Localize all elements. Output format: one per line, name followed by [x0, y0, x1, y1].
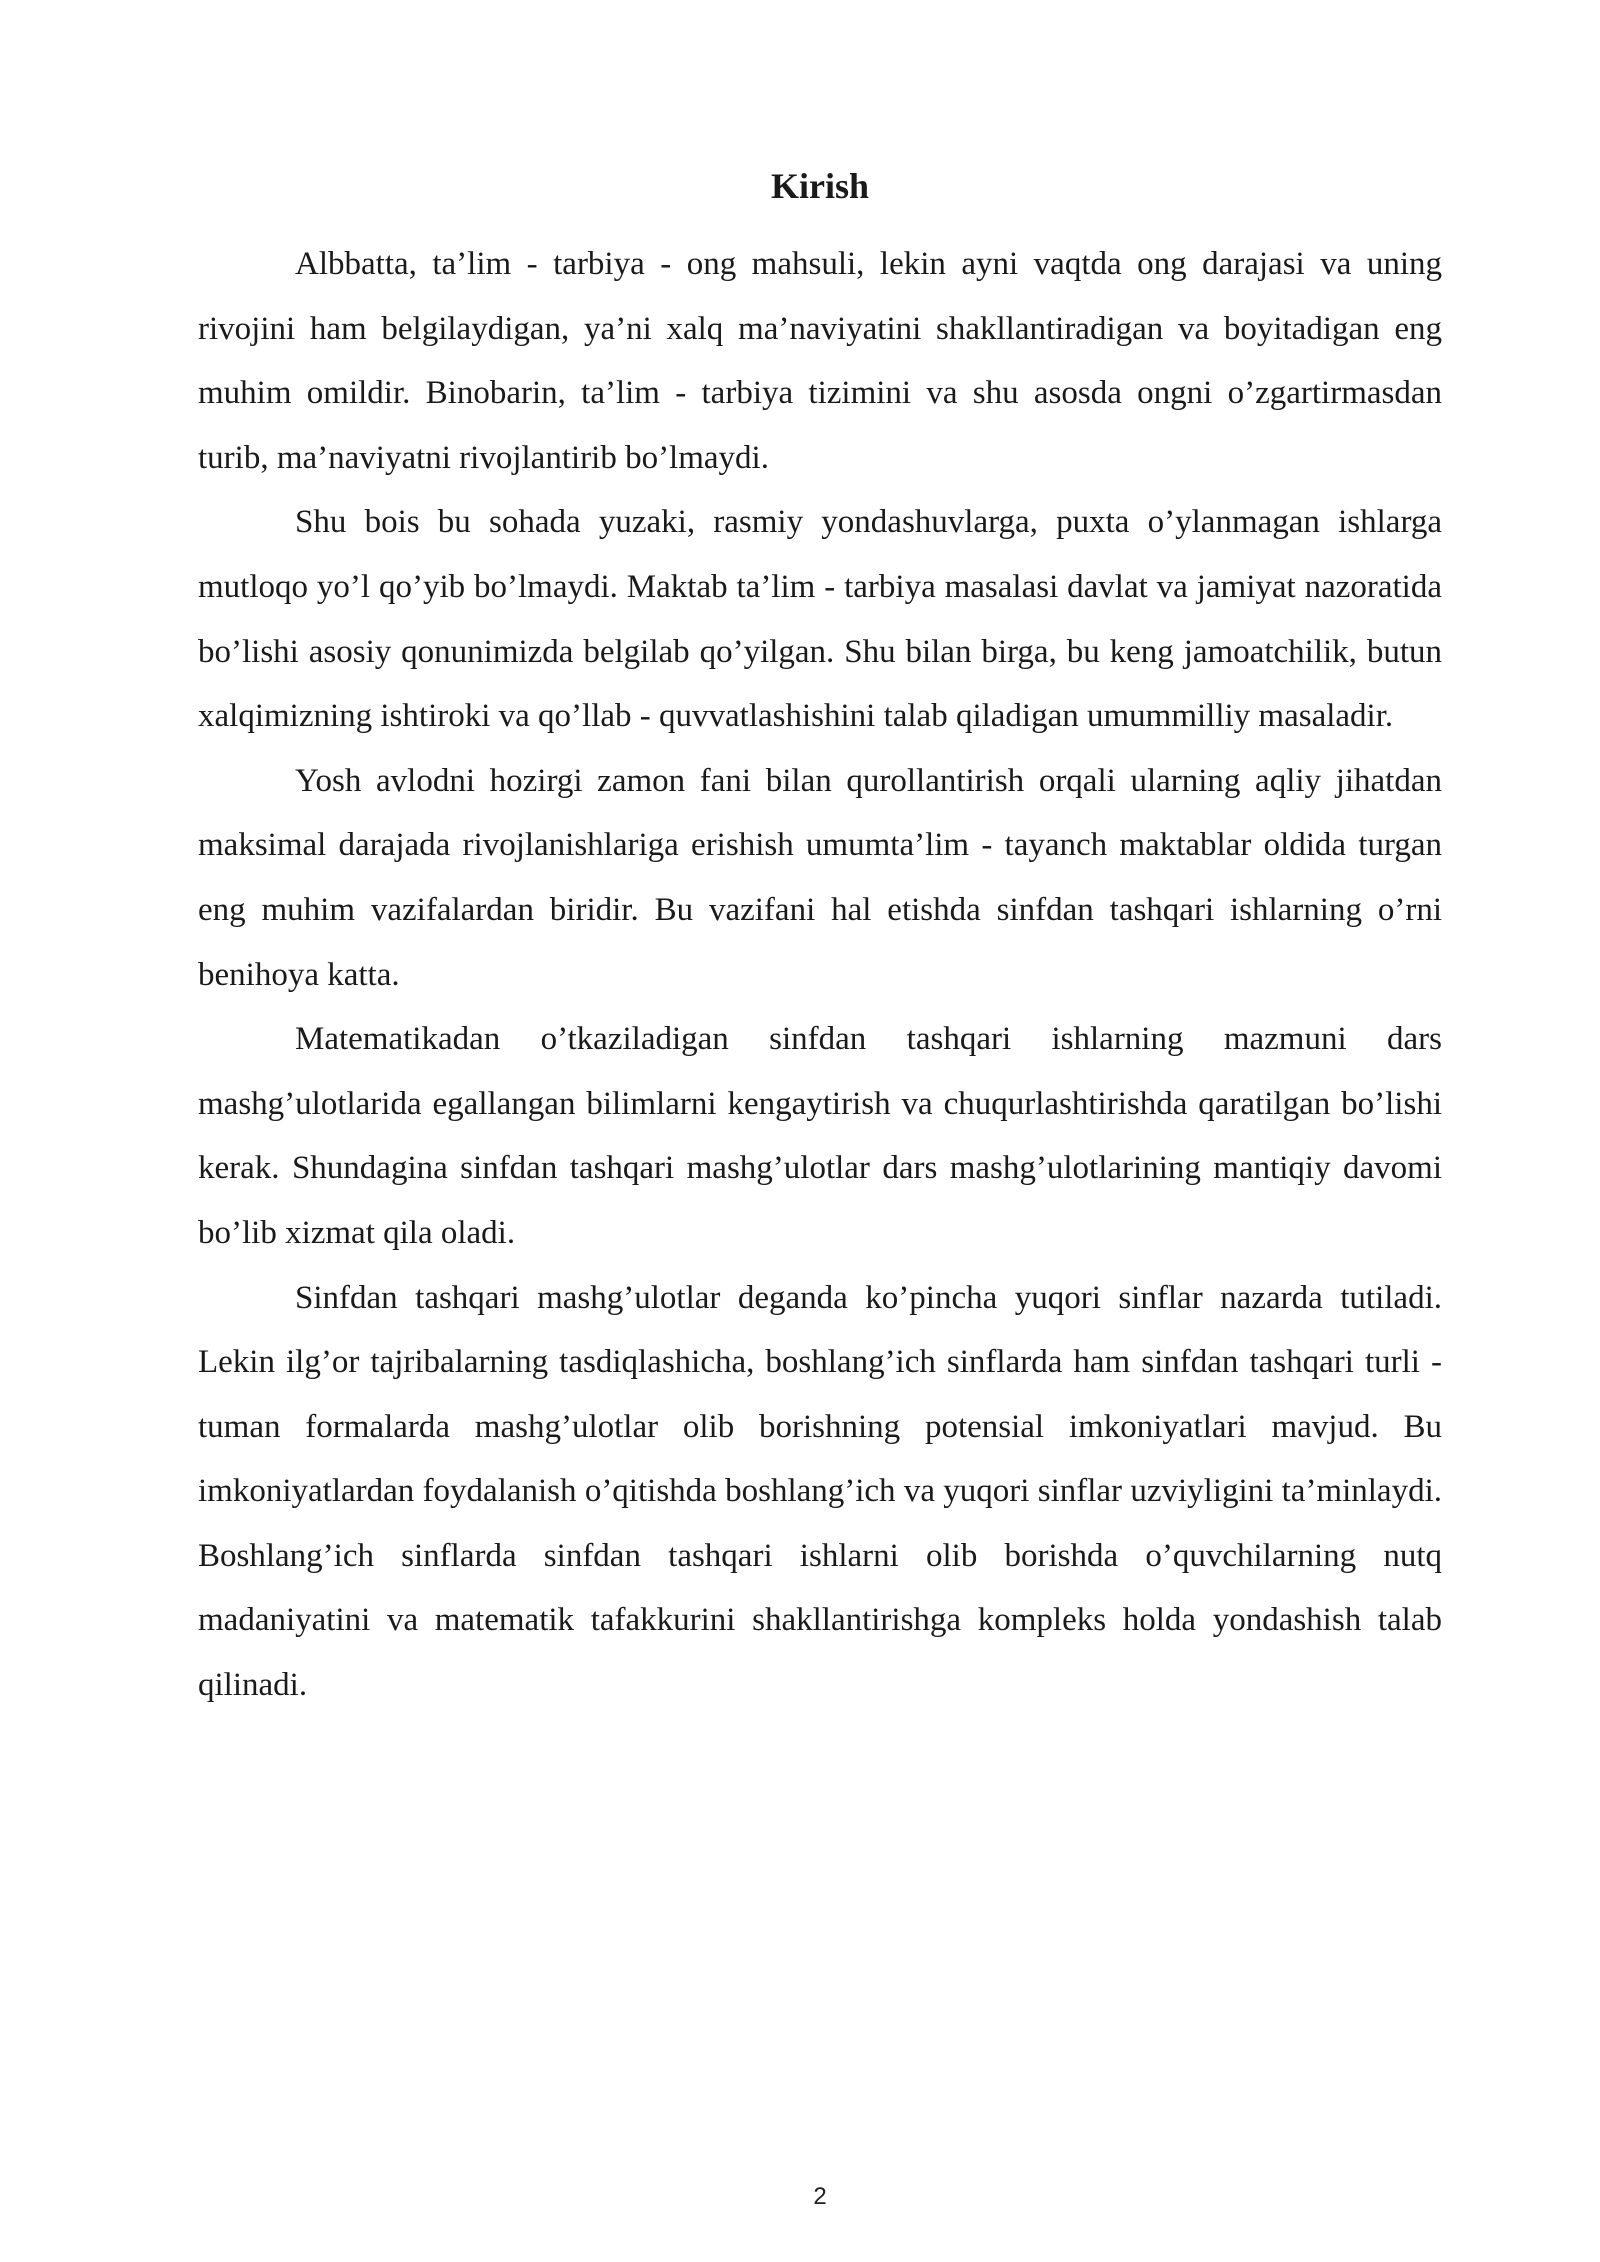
page-number: 2	[813, 2183, 827, 2210]
paragraph-2: Shu bois bu sohada yuzaki, rasmiy yondashuvlarga, puxta o’ylanmagan ishlarga mutloqo yo’l qo’yib bo’lmaydi. Maktab ta’lim - tarbiya masalasi davlat va jamiyat nazoratida bo’lishi asosiy qonunimizda belgilab qo’yilgan. Shu bilan birga, bu keng jamoatchilik, butun xalqimizning ishtiroki va qo’llab - quvvatlashishini talab qiladigan umummilliy masaladir.	[198, 504, 1442, 735]
section-title: Kirish	[770, 166, 869, 206]
paragraph-4: Matematikadan o’tkaziladigan sinfdan tashqari ishlarning mazmuni dars mashg’ulotlarida egallangan bilimlarni kengaytirish va chuqurlashtirishda qaratilgan bo’lishi kerak. Shundagina sinfdan tashqari mashg’ulotlar dars mashg’ulotlarining mantiqiy davomi bo’lib xizmat qila oladi.	[198, 1021, 1442, 1251]
paragraph-3: Yosh avlodni hozirgi zamon fani bilan qurollantirish orqali ularning aqliy jihatdan maksimal darajada rivojlanishlariga erishish umumta’lim - tayanch maktablar oldida turgan eng muhim vazifalardan biridir. Bu vazifani hal etishda sinfdan tashqari ishlarning o’rni benihoya katta.	[198, 762, 1442, 993]
body-text	[198, 232, 1442, 1718]
paragraph-5: Sinfdan tashqari mashg’ulotlar deganda ko’pincha yuqori sinflar nazarda tutiladi. Lekin ilg’or tajribalarning tasdiqlashicha, boshlang’ich sinflarda ham sinfdan tashqari turli - tuman formalarda mashg’ulotlar olib borishning potensial imkoniyatlari mavjud. Bu imkoniyatlardan foydalanish o’qitishda boshlang’ich va yuqori sinflar uzviyligini ta’minlaydi. Boshlang’ich sinflarda sinfdan tashqari ishlarni olib borishda o’quvchilarning nutq madaniyatini va matematik tafakkurini shakllantirishga kompleks holda yondashish talab qilinadi.	[198, 1279, 1442, 1704]
paragraph-1: Albbatta, ta’lim - tarbiya - ong mahsuli, lekin ayni vaqtda ong darajasi va uning rivojini ham belgilaydigan, ya’ni xalq ma’naviyatini shakllantiradigan va boyitadigan eng muhim omildir. Binobarin, ta’lim - tarbiya tizimini va shu asosda ongni o’zgartirmasdan turib, ma’naviyatni rivojlantirib bo’lmaydi.	[198, 246, 1442, 476]
